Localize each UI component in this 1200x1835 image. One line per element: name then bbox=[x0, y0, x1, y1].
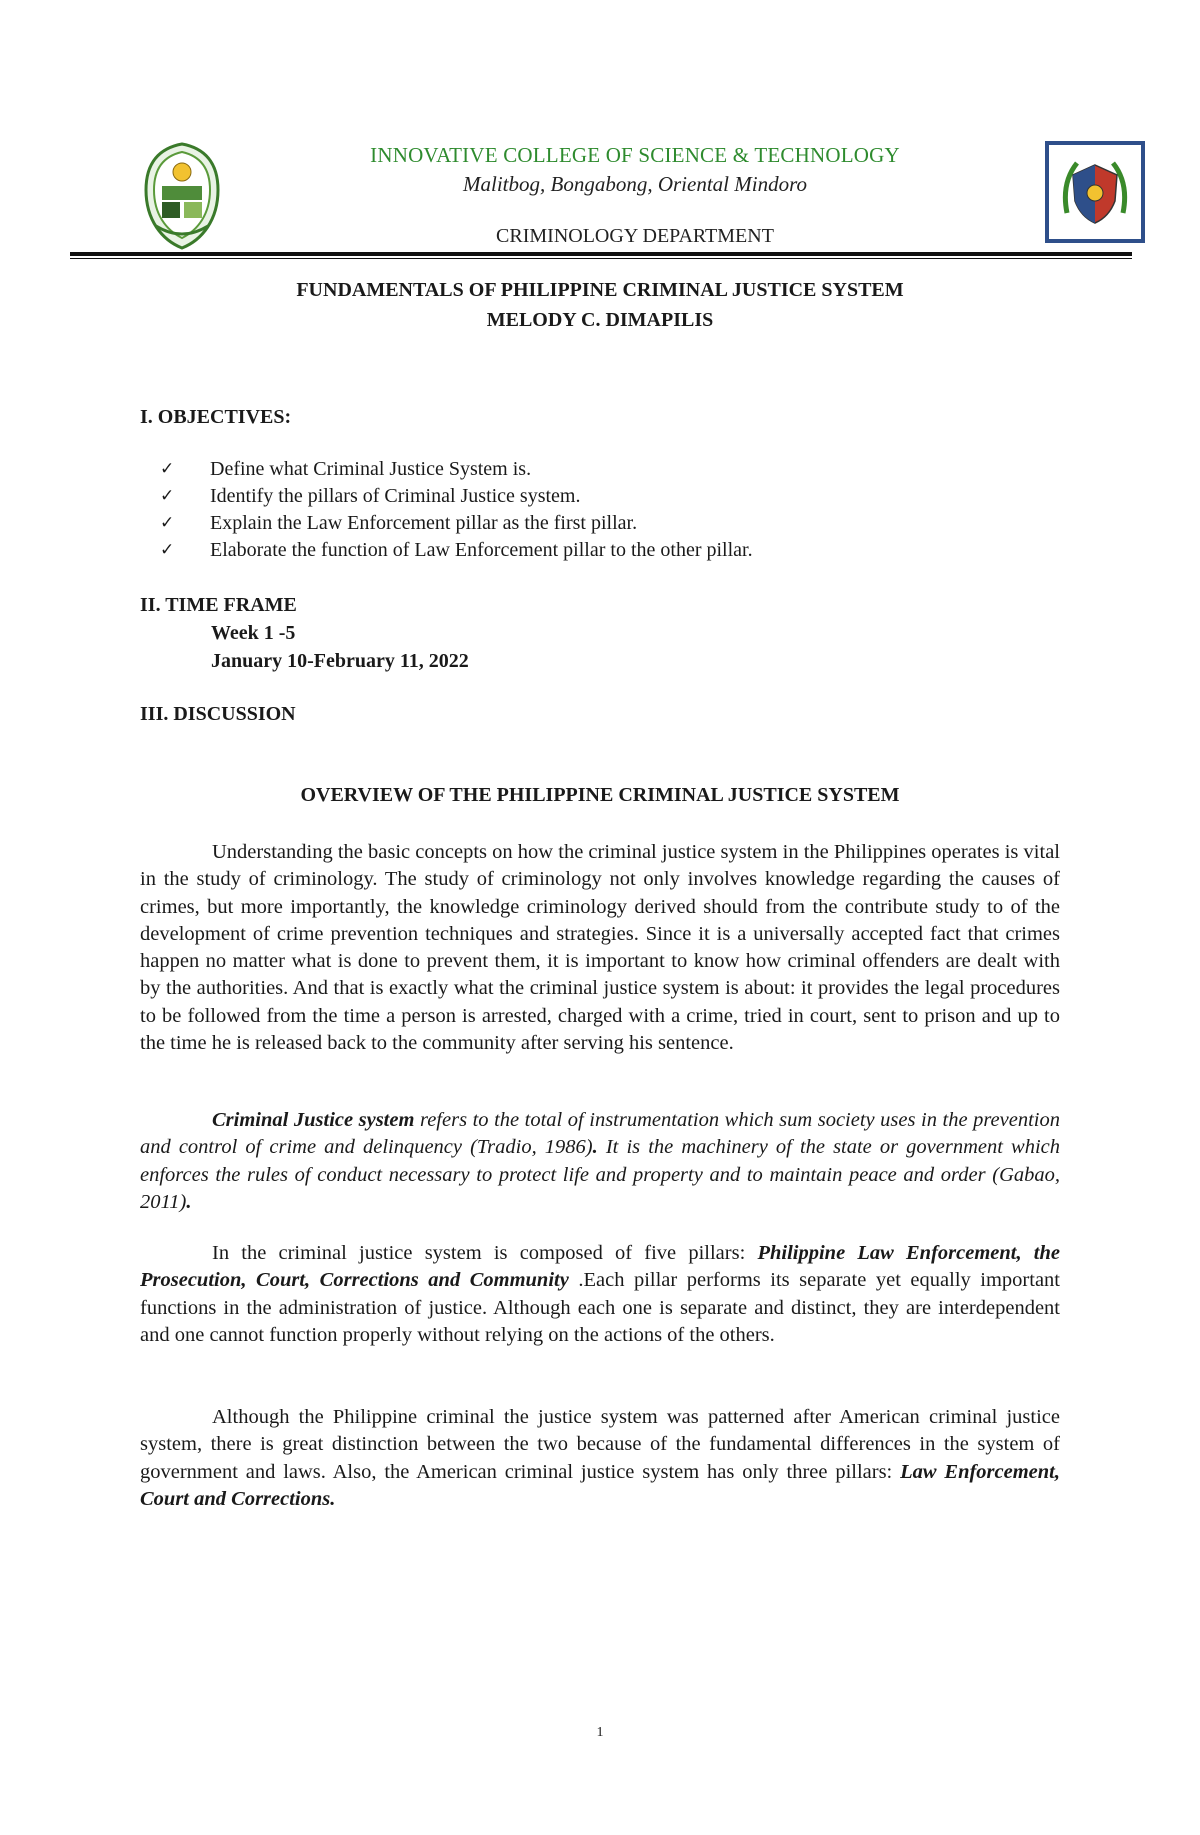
paragraph-understanding: Understanding the basic concepts on how the criminal justice system in the Philippines operates is vital in the study of criminology. The study of criminology not only involves knowledge regarding the causes of crimes, but more importantly, the knowledge criminology derived should from the contribute study to of the development of crime prevention techniques and strategies. Since it is a universally accepted fact that crimes happen no matter what is done to prevent them, it is important to know how criminal offenders are dealt with by the authorities. And that is exactly what the criminal justice system is about: it provides the legal procedures to be followed from the time a person is arrested, charged with a crime, tried in court, sent to prison and up to the time he is released back to the community after serving his sentence. bbox=[140, 841, 1060, 1055]
time-frame-week: Week 1 -5 bbox=[211, 622, 296, 644]
department-name: CRIMINOLOGY DEPARTMENT bbox=[496, 225, 774, 247]
paragraph-five-pillars: In the criminal justice system is composed of five pillars: Philippine Law Enforcement, the Prosecution, Court, Corrections and Community .Each pillar performs its separate yet equally important functions in the administration of justice. Although each one is separate and distinct, they are interdependent and one cannot function properly without relying on the actions of the others. bbox=[140, 1242, 1060, 1346]
header-divider-thin bbox=[70, 258, 1132, 259]
term-criminal-justice-system: Criminal Justice system bbox=[212, 1109, 415, 1131]
course-title: FUNDAMENTALS OF PHILIPPINE CRIMINAL JUSTICE SYSTEM bbox=[296, 279, 904, 301]
objectives-list bbox=[160, 456, 753, 564]
three-pillars-list: Law Enforcement, Court and Corrections. bbox=[140, 1460, 1060, 1510]
time-frame-heading: II. TIME FRAME bbox=[140, 594, 297, 616]
school-name: INNOVATIVE COLLEGE OF SCIENCE & TECHNOLOGY bbox=[370, 143, 900, 167]
paragraph-definition: Criminal Justice system refers to the total of instrumentation which sum society uses in the prevention and control of crime and delinquency (Tradio, 1986). It is the machinery of the state or government which enforces the rules of conduct necessary to protect life and property and to maintain peace and order (Gabao, 2011). bbox=[140, 1109, 1060, 1213]
list-item: ✓ Elaborate the function of Law Enforcement pillar to the other pillar. bbox=[160, 537, 753, 564]
header-divider-thick bbox=[70, 252, 1132, 256]
list-item: ✓ Identify the pillars of Criminal Justice system. bbox=[160, 483, 753, 510]
criminology-department-logo bbox=[1045, 141, 1145, 243]
list-item: ✓ Define what Criminal Justice System is. bbox=[160, 456, 753, 483]
list-item: ✓ Explain the Law Enforcement pillar as the first pillar. bbox=[160, 510, 753, 537]
paragraph-american-comparison: Although the Philippine criminal the justice system was patterned after American criminal justice system, there is great distinction between the two because of the fundamental differences in the system of government and laws. Also, the American criminal justice system has only three pillars: Law Enforcement, Court and Corrections. bbox=[140, 1406, 1060, 1510]
college-seal-logo bbox=[142, 142, 222, 250]
school-location: Malitbog, Bongabong, Oriental Mindoro bbox=[463, 172, 807, 196]
discussion-heading: III. DISCUSSION bbox=[140, 703, 296, 725]
checkmark-icon: ✓ bbox=[160, 540, 175, 560]
five-pillars-list: Philippine Law Enforcement, the Prosecution, Court, Corrections and Community bbox=[140, 1242, 1060, 1292]
page-number: 1 bbox=[596, 1725, 604, 1740]
author-name: MELODY C. DIMAPILIS bbox=[486, 309, 714, 331]
time-frame-dates: January 10-February 11, 2022 bbox=[211, 650, 469, 672]
checkmark-icon: ✓ bbox=[160, 513, 175, 533]
checkmark-icon: ✓ bbox=[160, 459, 175, 479]
overview-title: OVERVIEW OF THE PHILIPPINE CRIMINAL JUSTICE SYSTEM bbox=[300, 784, 900, 806]
objectives-heading: I. OBJECTIVES: bbox=[140, 406, 292, 428]
checkmark-icon: ✓ bbox=[160, 486, 175, 506]
